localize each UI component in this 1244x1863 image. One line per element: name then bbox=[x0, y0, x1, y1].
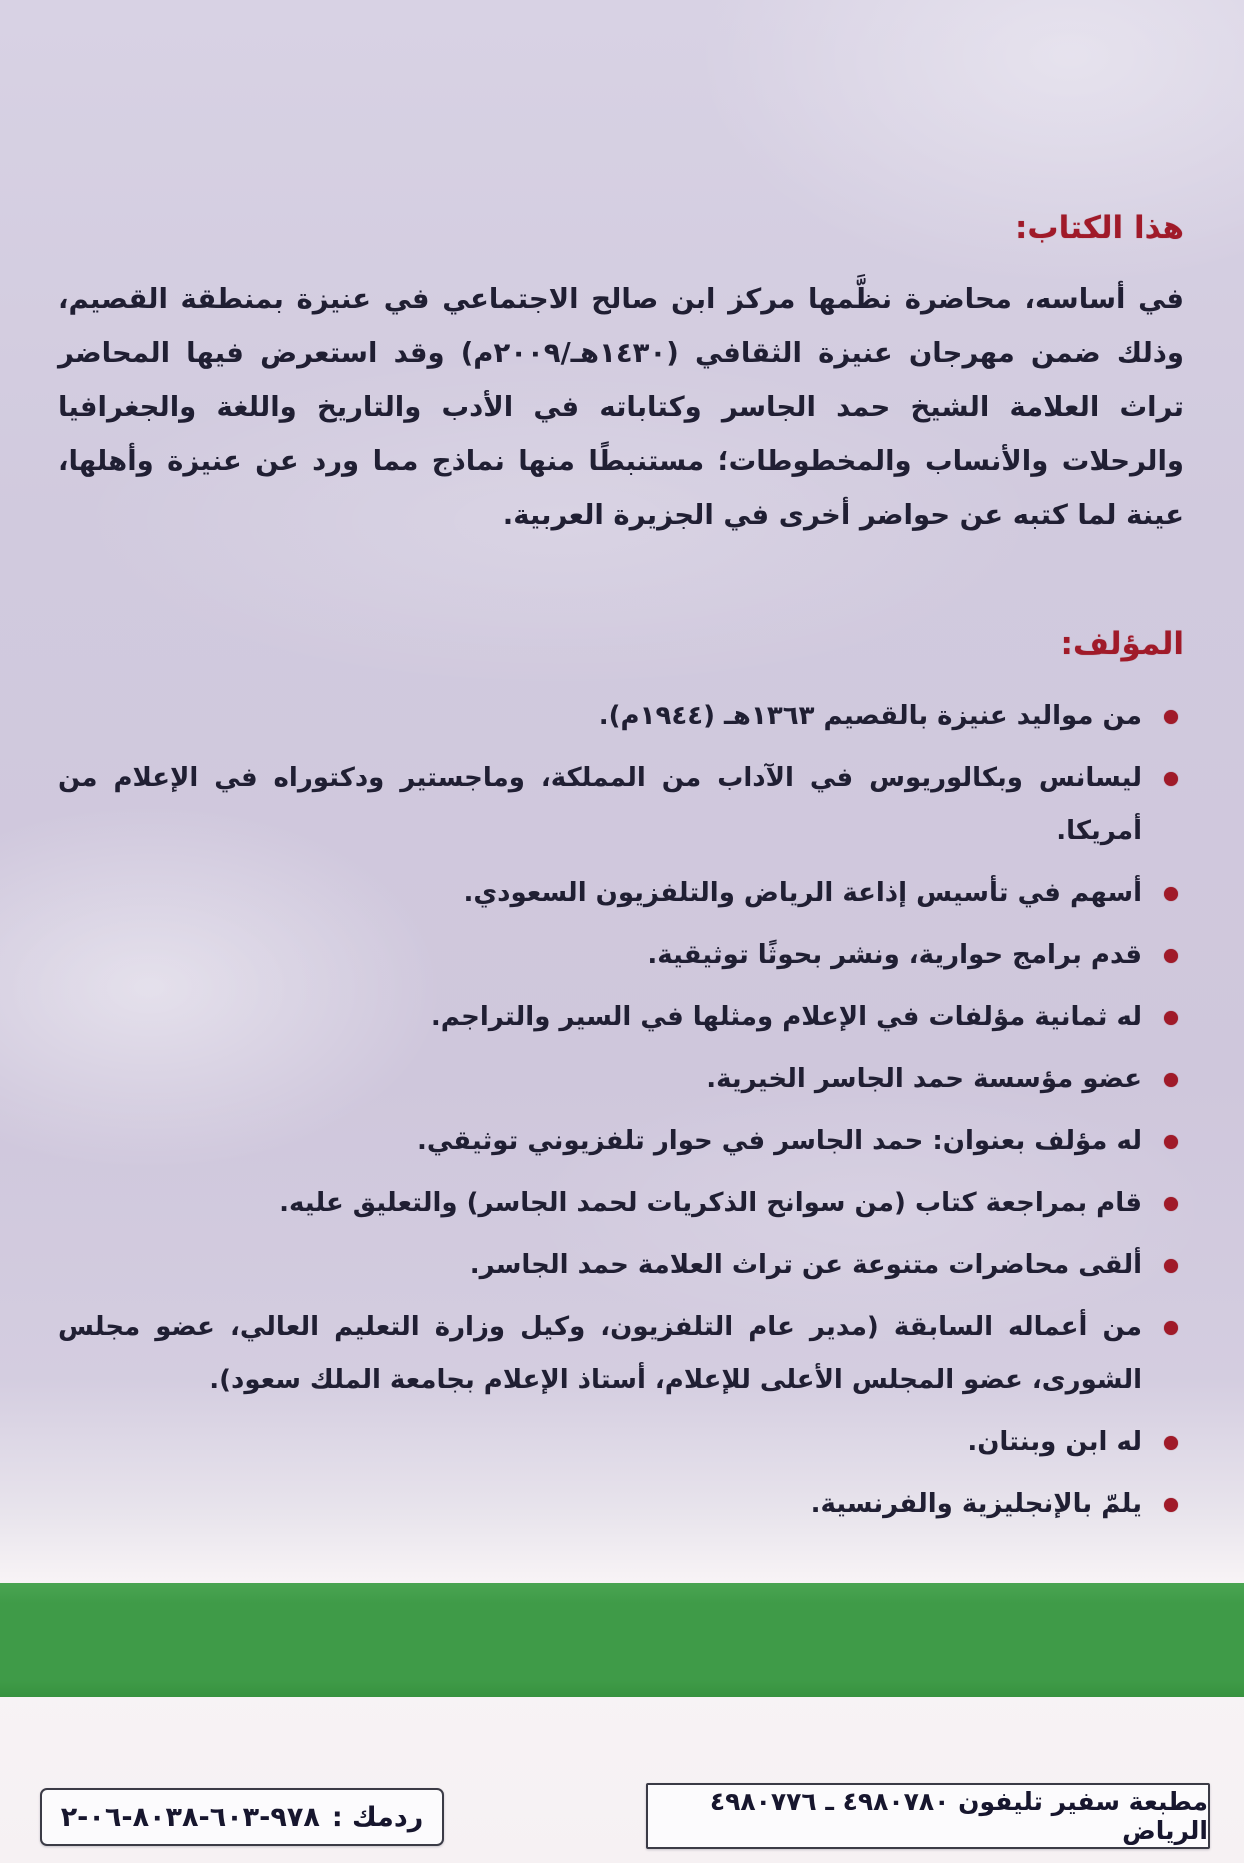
bullet-icon bbox=[1164, 710, 1178, 724]
list-item-text: من مواليد عنيزة بالقصيم ١٣٦٣هـ (١٩٤٤م). bbox=[598, 701, 1142, 731]
about-book-section bbox=[58, 210, 1184, 542]
list-item-text: أسهم في تأسيس إذاعة الرياض والتلفزيون السعودي. bbox=[463, 878, 1142, 908]
list-item-text: يلمّ بالإنجليزية والفرنسية. bbox=[810, 1489, 1142, 1519]
author-section bbox=[58, 626, 1184, 1540]
printer-box bbox=[646, 1783, 1210, 1849]
list-item bbox=[58, 752, 1184, 858]
list-item bbox=[58, 1177, 1184, 1230]
bullet-icon bbox=[1164, 1011, 1178, 1025]
list-item-text: له مؤلف بعنوان: حمد الجاسر في حوار تلفزيوني توثيقي. bbox=[416, 1126, 1142, 1156]
list-item-text: ليسانس وبكالوريوس في الآداب من المملكة، وماجستير ودكتوراه في الإعلام من أمريكا. bbox=[58, 763, 1142, 846]
bullet-icon bbox=[1164, 1436, 1178, 1450]
list-item bbox=[58, 991, 1184, 1044]
isbn-number: ٩٧٨-٦٠٣-٨٠٣٨-٠٦-٢ bbox=[60, 1801, 320, 1833]
list-item bbox=[58, 1416, 1184, 1469]
list-item bbox=[58, 1053, 1184, 1106]
list-item-text: قدم برامج حوارية، ونشر بحوثًا توثيقية. bbox=[647, 940, 1142, 970]
green-stripe bbox=[0, 1583, 1244, 1697]
bullet-icon bbox=[1164, 1321, 1178, 1335]
author-heading: المؤلف: bbox=[1060, 626, 1184, 662]
list-item bbox=[58, 1478, 1184, 1531]
bullet-icon bbox=[1164, 1498, 1178, 1512]
list-item-text: له ابن وبنتان. bbox=[967, 1427, 1142, 1457]
author-bullet-list bbox=[58, 690, 1184, 1531]
bullet-icon bbox=[1164, 1135, 1178, 1149]
bullet-icon bbox=[1164, 772, 1178, 786]
bullet-icon bbox=[1164, 949, 1178, 963]
isbn-box bbox=[40, 1788, 444, 1846]
bullet-icon bbox=[1164, 1073, 1178, 1087]
bullet-icon bbox=[1164, 887, 1178, 901]
list-item-text: ألقى محاضرات متنوعة عن تراث العلامة حمد الجاسر. bbox=[469, 1250, 1142, 1280]
printer-text: مطبعة سفير تليفون ٤٩٨٠٧٨٠ ـ ٤٩٨٠٧٧٦ الرياض bbox=[709, 1787, 1208, 1845]
list-item bbox=[58, 1239, 1184, 1292]
list-item-text: له ثمانية مؤلفات في الإعلام ومثلها في السير والتراجم. bbox=[430, 1002, 1142, 1032]
list-item bbox=[58, 1301, 1184, 1407]
list-item-text: عضو مؤسسة حمد الجاسر الخيرية. bbox=[706, 1064, 1142, 1094]
about-book-paragraph: في أساسه، محاضرة نظَّمها مركز ابن صالح الاجتماعي في عنيزة بمنطقة القصيم، وذلك ضمن مهرجان عنيزة الثقافي (١٤٣٠هـ/٢٠٠٩م) وقد استعرض فيها المحاضر تراث العلامة الشيخ حمد الجاسر وكتاباته في الأدب والتاريخ واللغة والجغرافيا والرحلات والأنساب والمخطوطات؛ مستنبطًا منها نماذج مما ورد عن عنيزة وأهلها، عينة لما كتبه عن حواضر أخرى في الجزيرة العربية. bbox=[58, 283, 1184, 531]
list-item bbox=[58, 867, 1184, 920]
list-item bbox=[58, 690, 1184, 743]
list-item bbox=[58, 1115, 1184, 1168]
list-item-text: قام بمراجعة كتاب (من سوانح الذكريات لحمد الجاسر) والتعليق عليه. bbox=[279, 1188, 1142, 1218]
bullet-icon bbox=[1164, 1259, 1178, 1273]
about-book-heading: هذا الكتاب: bbox=[1015, 210, 1184, 246]
list-item-text: من أعماله السابقة (مدير عام التلفزيون، وكيل وزارة التعليم العالي، عضو مجلس الشورى، عضو المجلس الأعلى للإعلام، أستاذ الإعلام بجامعة الملك سعود). bbox=[58, 1312, 1142, 1395]
bullet-icon bbox=[1164, 1197, 1178, 1211]
list-item bbox=[58, 929, 1184, 982]
isbn-label: ردمك : bbox=[331, 1801, 424, 1833]
